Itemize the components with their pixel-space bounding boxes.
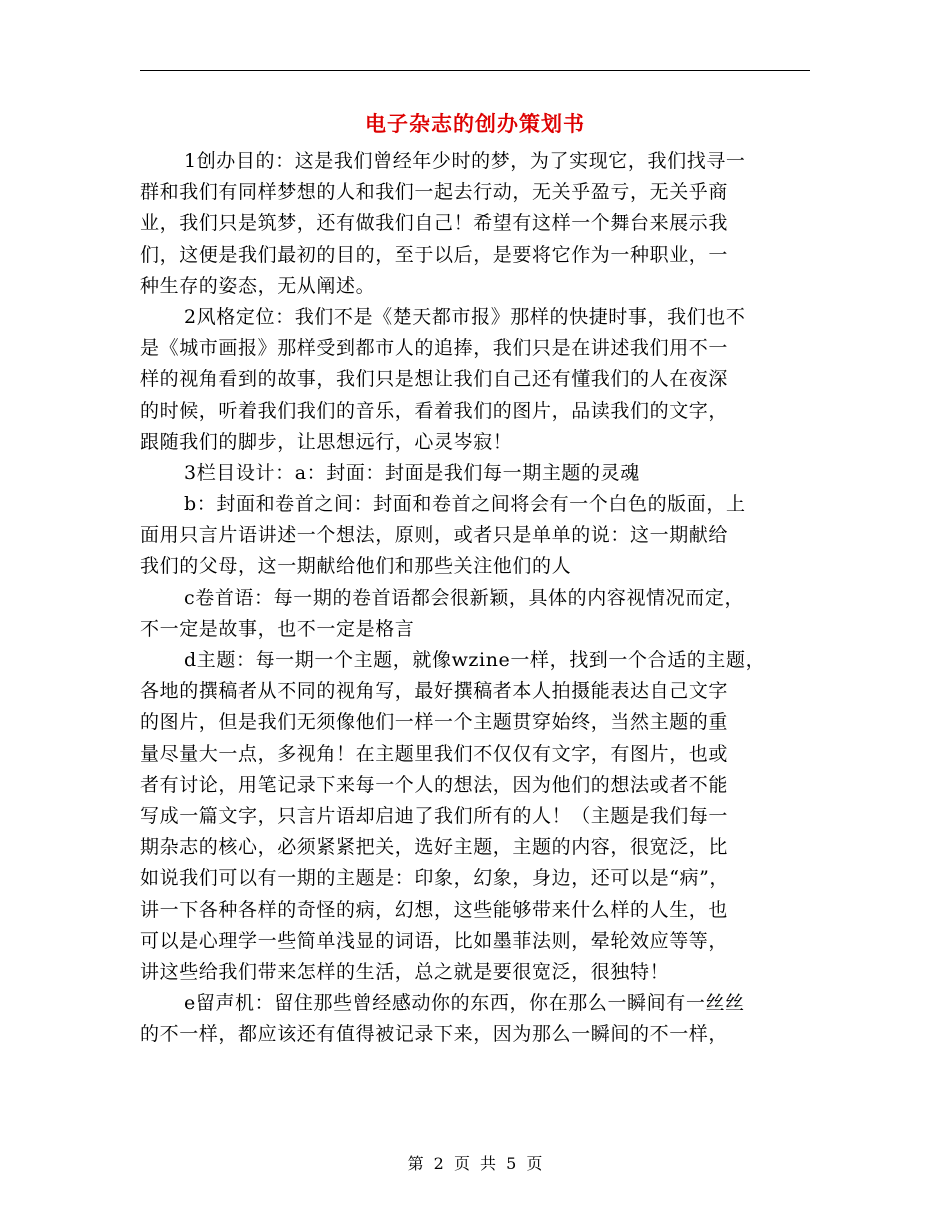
document-title: 电子杂志的创办策划书 xyxy=(365,111,585,136)
header-rule xyxy=(140,70,810,71)
text-line: 业，我们只是筑梦，还有做我们自己！希望有这样一个舞台来展示我 xyxy=(140,212,729,235)
text-line: 的时候，听着我们我们的音乐，看着我们的图片，品读我们的文字， xyxy=(140,399,729,422)
text-line: 样的视角看到的故事，我们只是想让我们自己还有懂我们的人在夜深 xyxy=(140,368,729,391)
text-line: 讲一下各种各样的奇怪的病，幻想，这些能够带来什么样的人生，也 xyxy=(140,898,729,921)
body-text xyxy=(140,146,820,1050)
text-line: 种生存的姿态，无从阐述。 xyxy=(140,274,376,297)
text-line: 3栏目设计：a：封面：封面是我们每一期主题的灵魂 xyxy=(184,461,640,484)
text-line: 的不一样，都应该还有值得被记录下来，因为那么一瞬间的不一样， xyxy=(140,1023,729,1046)
text-line: 量尽量大一点，多视角！在主题里我们不仅仅有文字，有图片，也或 xyxy=(140,742,729,765)
text-line: 者有讨论，用笔记录下来每一个人的想法，因为他们的想法或者不能 xyxy=(140,773,729,796)
text-line: c卷首语：每一期的卷首语都会很新颖，具体的内容视情况而定， xyxy=(184,586,745,609)
text-line: 们，这便是我们最初的目的，至于以后，是要将它作为一种职业，一 xyxy=(140,243,729,266)
text-line: 我们的父母，这一期献给他们和那些关注他们的人 xyxy=(140,555,572,578)
text-line: 群和我们有同样梦想的人和我们一起去行动，无关乎盈亏，无关乎商 xyxy=(140,181,729,204)
text-line: d主题：每一期一个主题，就像wzine一样，找到一个合适的主题， xyxy=(184,649,766,671)
text-line: 期杂志的核心，必须紧紧把关，选好主题，主题的内容，很宽泛，比 xyxy=(140,836,729,859)
text-line: 面用只言片语讲述一个想法，原则，或者只是单单的说：这一期献给 xyxy=(140,524,729,547)
text-line: 1创办目的：这是我们曾经年少时的梦，为了实现它，我们找寻一 xyxy=(184,150,746,172)
page-footer: 第 2 页 共 5 页 xyxy=(407,1154,543,1173)
text-line: 2风格定位：我们不是《楚天都市报》那样的快捷时事，我们也不 xyxy=(184,305,746,328)
text-line: 的图片，但是我们无须像他们一样一个主题贯穿始终，当然主题的重 xyxy=(140,711,729,734)
text-line: 跟随我们的脚步，让思想远行，心灵岑寂！ xyxy=(140,430,513,453)
text-line: 是《城市画报》那样受到都市人的追捧，我们只是在讲述我们用不一 xyxy=(140,337,729,360)
text-line: e留声机：留住那些曾经感动你的东西，你在那么一瞬间有一丝丝 xyxy=(184,992,745,1015)
text-line: b：封面和卷首之间：封面和卷首之间将会有一个白色的版面，上 xyxy=(184,493,746,516)
text-line: 不一定是故事，也不一定是格言 xyxy=(140,617,415,640)
text-line: 写成一篇文字，只言片语却启迪了我们所有的人！（主题是我们每一 xyxy=(140,804,729,827)
text-line: 各地的撰稿者从不同的视角写，最好撰稿者本人拍摄能表达自己文字 xyxy=(140,680,729,703)
text-line: 可以是心理学一些简单浅显的词语，比如墨菲法则，晕轮效应等等， xyxy=(140,929,729,952)
text-line: 如说我们可以有一期的主题是：印象，幻象，身边，还可以是“病”， xyxy=(140,867,730,890)
text-line: 讲这些给我们带来怎样的生活，总之就是要很宽泛，很独特！ xyxy=(140,960,670,983)
